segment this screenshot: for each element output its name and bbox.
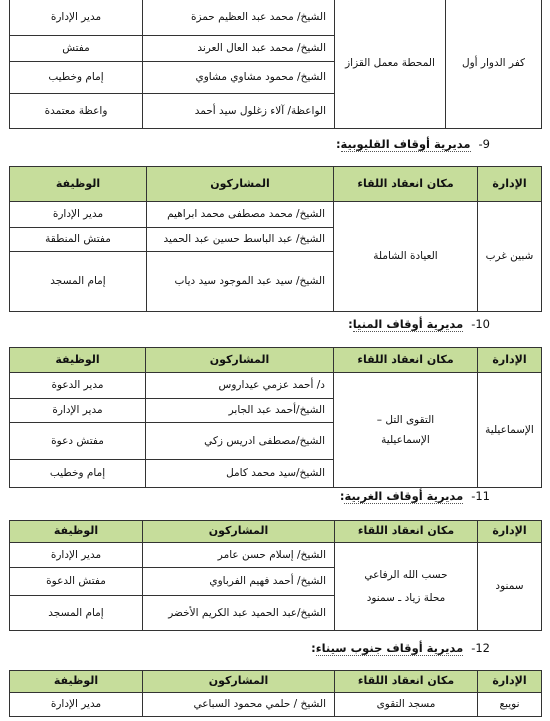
- participant-cell: الشيخ/ محمود مشاوي مشاوي: [143, 62, 335, 94]
- participant-cell: الشيخ/ محمد عبد العال العرند: [143, 36, 335, 62]
- header-management: الإدارة: [478, 671, 542, 693]
- venue-cell: العيادة الشاملة: [334, 202, 478, 312]
- header-job: الوظيفة: [10, 521, 143, 543]
- participant-cell: الشيخ/ محمد عبد العظيم حمزة: [143, 0, 335, 36]
- participant-cell: د/ أحمد عزمي عيداروس: [146, 373, 334, 399]
- header-venue: مكان انعقاد اللقاء: [334, 348, 478, 373]
- participant-cell: الشيخ/عبد الحميد عبد الكريم الأخضر: [143, 596, 335, 631]
- section-number: 9-: [478, 137, 490, 151]
- participant-cell: الشيخ / حلمي محمود السباعي: [143, 693, 335, 717]
- job-cell: مدير الدعوة: [10, 373, 146, 399]
- table-section-10: [9, 347, 542, 488]
- section-heading-9: 9- مديرية أوقاف القليوبية:: [335, 137, 490, 151]
- header-job: الوظيفة: [10, 167, 147, 202]
- job-cell: مدير الإدارة: [10, 543, 143, 568]
- participant-cell: الشيخ/ عبد الباسط حسين عبد الحميد: [147, 228, 334, 252]
- section-title: مديرية أوقاف الغربية: [344, 489, 464, 503]
- table-section-12: [9, 670, 542, 717]
- header-venue: مكان انعقاد اللقاء: [334, 167, 478, 202]
- header-management: الإدارة: [478, 348, 542, 373]
- section-heading-11: 11- مديرية أوقاف الغربية:: [339, 489, 490, 503]
- section-heading-12: 12- مديرية أوقاف جنوب سيناء:: [311, 641, 490, 655]
- job-cell: مفتش المنطقة: [10, 228, 147, 252]
- header-participants: المشاركون: [146, 348, 334, 373]
- table-section-9: [9, 166, 542, 312]
- section-number: 10-: [471, 317, 490, 331]
- participant-cell: الشيخ/أحمد عبد الجابر: [146, 399, 334, 423]
- participant-cell: الشيخ/ سيد عبد الموجود سيد دياب: [147, 252, 334, 312]
- table-section-0: [9, 0, 542, 129]
- venue-line-1: التقوى التل –: [376, 413, 435, 426]
- header-venue: مكان انعقاد اللقاء: [335, 671, 478, 693]
- participant-cell: الشيخ/سيد محمد كامل: [146, 460, 334, 488]
- job-cell: مدير الإدارة: [10, 693, 143, 717]
- job-cell: مفتش: [10, 36, 143, 62]
- section-title: مديرية أوقاف جنوب سيناء: [315, 641, 464, 655]
- header-management: الإدارة: [478, 521, 542, 543]
- job-cell: إمام وخطيب: [10, 62, 143, 94]
- header-management: الإدارة: [478, 167, 542, 202]
- job-cell: إمام المسجد: [10, 596, 143, 631]
- job-cell: مفتش دعوة: [10, 423, 146, 460]
- participant-cell: الشيخ/ إسلام حسن عامر: [143, 543, 335, 568]
- venue-cell: [335, 543, 478, 631]
- venue-line-2: الإسماعيلية: [381, 434, 430, 446]
- venue-cell: مسجد التقوى: [335, 693, 478, 717]
- venue-line-2: محلة زياد ـ سمنود: [366, 591, 446, 604]
- venue-cell: المحطة معمل القزاز: [335, 0, 446, 129]
- participant-cell: الشيخ/ أحمد فهيم الفرباوي: [143, 568, 335, 596]
- section-number: 12-: [471, 641, 490, 655]
- participant-cell: الشيخ/ محمد مصطفى محمد ابراهيم: [147, 202, 334, 228]
- header-job: الوظيفة: [10, 348, 146, 373]
- header-participants: المشاركون: [143, 521, 335, 543]
- participant-cell: الشيخ/مصطفى ادريس زكي: [146, 423, 334, 460]
- job-cell: إمام وخطيب: [10, 460, 146, 488]
- job-cell: مدير الإدارة: [10, 0, 143, 36]
- header-participants: المشاركون: [147, 167, 334, 202]
- header-participants: المشاركون: [143, 671, 335, 693]
- job-cell: واعظة معتمدة: [10, 94, 143, 129]
- job-cell: مدير الإدارة: [10, 202, 147, 228]
- management-cell: نويبع: [478, 693, 542, 717]
- venue-cell: [334, 373, 478, 488]
- venue-line-1: حسب الله الرفاعي: [364, 569, 448, 582]
- job-cell: مدير الإدارة: [10, 399, 146, 423]
- management-cell: سمنود: [478, 543, 542, 631]
- job-cell: مفتش الدعوة: [10, 568, 143, 596]
- table-section-11: [9, 520, 542, 631]
- management-cell: كفر الدوار أول: [446, 0, 542, 129]
- management-cell: الإسماعيلية: [478, 373, 542, 488]
- header-job: الوظيفة: [10, 671, 143, 693]
- section-title: مديرية أوقاف القليوبية: [340, 137, 471, 151]
- section-heading-10: 10- مديرية أوقاف المنيا:: [348, 317, 490, 331]
- section-title: مديرية أوقاف المنيا: [352, 317, 464, 331]
- job-cell: إمام المسجد: [10, 252, 147, 312]
- header-venue: مكان انعقاد اللقاء: [335, 521, 478, 543]
- section-number: 11-: [471, 489, 490, 503]
- management-cell: شبين غرب: [478, 202, 542, 312]
- participant-cell: الواعظة/ آلاء زغلول سيد أحمد: [143, 94, 335, 129]
